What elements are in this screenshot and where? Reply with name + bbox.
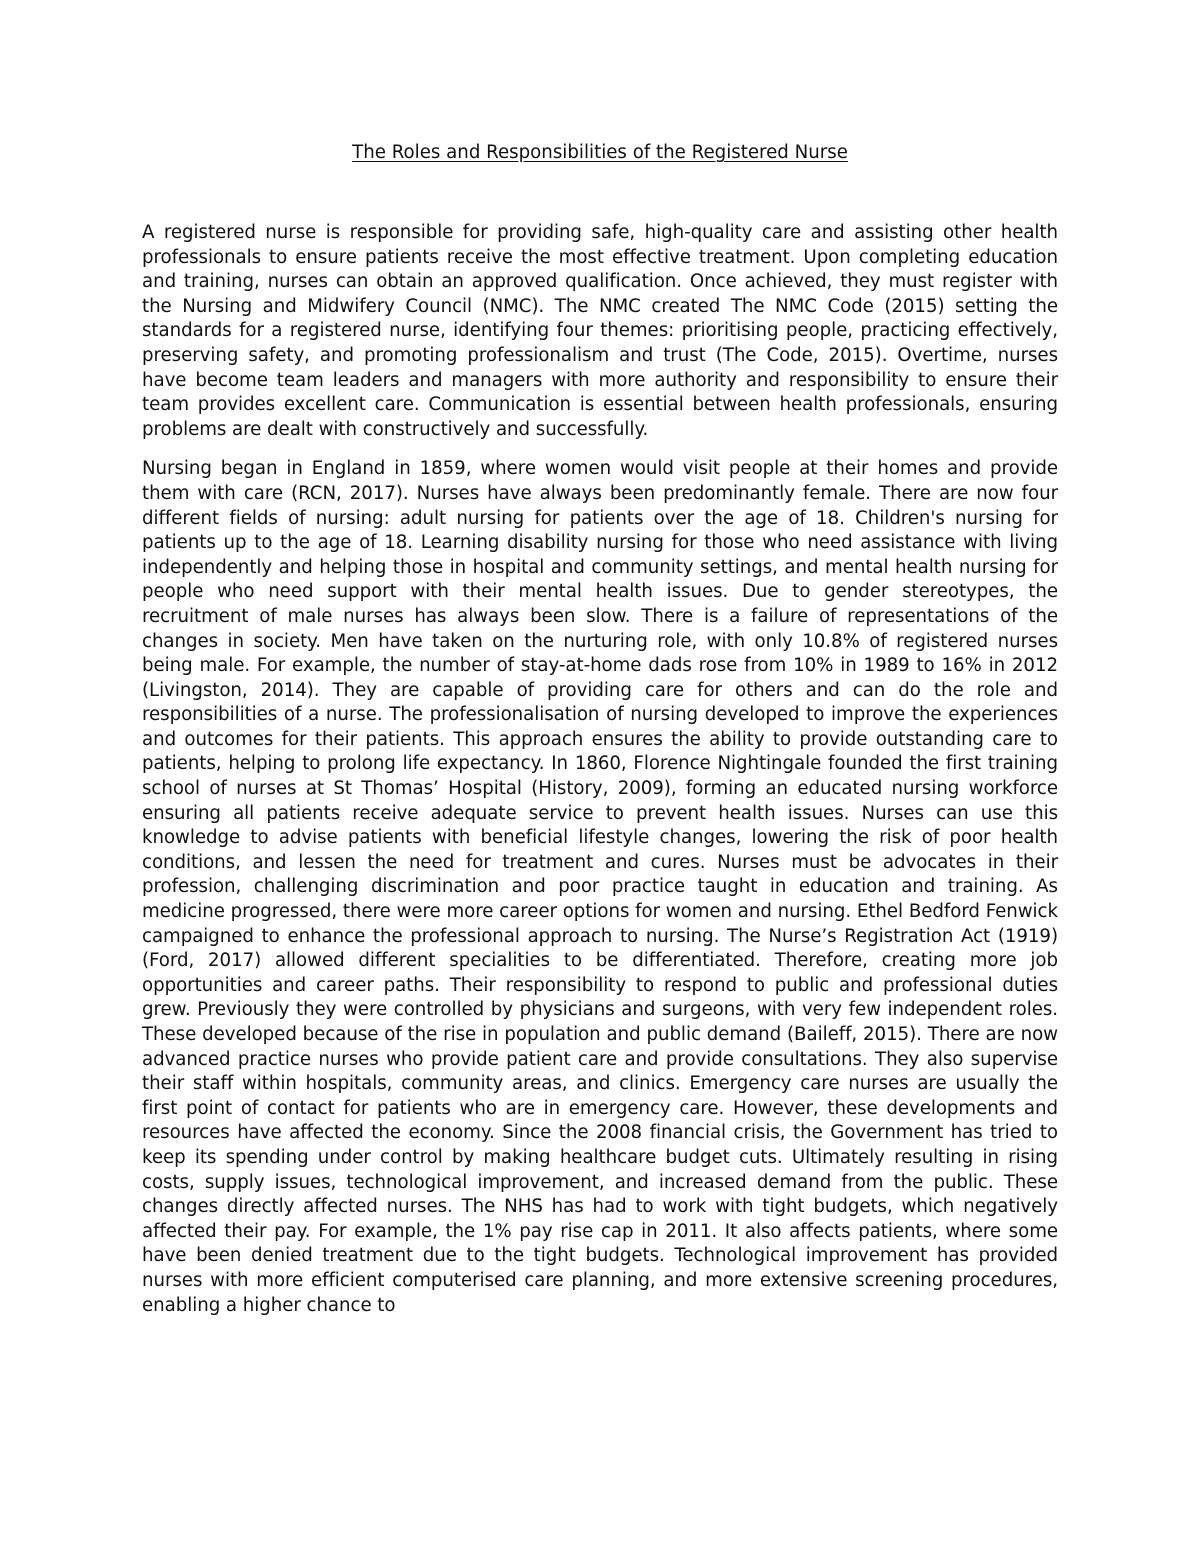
document-title: The Roles and Responsibilities of the Registered Nurse (352, 142, 848, 163)
paragraph-introduction: A registered nurse is responsible for providing safe, high-quality care and assisting other health professionals to ensure patients receive the most effective treatment. Upon completing education and training, nurses can obtain an approved qualification. Once achieved, they must register with the Nursing and Midwifery Council (NMC). The NMC created The NMC Code (2015) setting the standards for a registered nurse, identifying four themes: prioritising people, practicing effectively, preserving safety, and promoting professionalism and trust (The Code, 2015). Overtime, nurses have become team leaders and managers with more authority and responsibility to ensure their team provides excellent care. Communication is essential between health professionals, ensuring problems are dealt with constructively and successfully. (142, 222, 1058, 440)
document-body (142, 221, 1058, 1333)
paragraph-history: Nursing began in England in 1859, where women would visit people at their homes and provide them with care (RCN, 2017). Nurses have always been predominantly female. There are now four different fields of nursing: adult nursing for patients over the age of 18. Children's nursing for patients up to the age of 18. Learning disability nursing for those who need assistance with living independently and helping those in hospital and community settings, and mental health nursing for people who need support with their mental health issues. Due to gender stereotypes, the recruitment of male nurses has always been slow. There is a failure of representations of the changes in society. Men have taken on the nurturing role, with only 10.8% of registered nurses being male. For example, the number of stay-at-home dads rose from 10% in 1989 to 16% in 2012 (Livingston, 2014). They are capable of providing care for others and can do the role and responsibilities of a nurse. The professionalisation of nursing developed to improve the experiences and outcomes for their patients. This approach ensures the ability to provide outstanding care to patients, helping to prolong life expectancy. In 1860, Florence Nightingale founded the first training school of nurses at St Thomas’ Hospital (History, 2009), forming an educated nursing workforce ensuring all patients receive adequate service to prevent health issues. Nurses can use this knowledge to advise patients with beneficial lifestyle changes, lowering the risk of poor health conditions, and lessen the need for treatment and cures. Nurses must be advocates in their profession, challenging discrimination and poor practice taught in education and training. As medicine progressed, there were more career options for women and nursing. Ethel Bedford Fenwick campaigned to enhance the professional approach to nursing. The Nurse’s Registration Act (1919) (Ford, 2017) allowed different specialities to be differentiated. Therefore, creating more job opportunities and career paths. Their responsibility to respond to public and professional duties grew. Previously they were controlled by physicians and surgeons, with very few independent roles. These developed because of the rise in population and public demand (Baileff, 2015). There are now advanced practice nurses who provide patient care and provide consultations. They also supervise their staff within hospitals, community areas, and clinics. Emergency care nurses are usually the first point of contact for patients who are in emergency care. However, these developments and resources have affected the economy. Since the 2008 financial crisis, the Government has tried to keep its spending under control by making healthcare budget cuts. Ultimately resulting in rising costs, supply issues, technological improvement, and increased demand from the public. These changes directly affected nurses. The NHS has had to work with tight budgets, which negatively affected their pay. For example, the 1% pay rise cap in 2011. It also affects patients, where some have been denied treatment due to the tight budgets. Technological improvement has provided nurses with more efficient computerised care planning, and more extensive screening procedures, enabling a higher chance to (142, 458, 1058, 1316)
